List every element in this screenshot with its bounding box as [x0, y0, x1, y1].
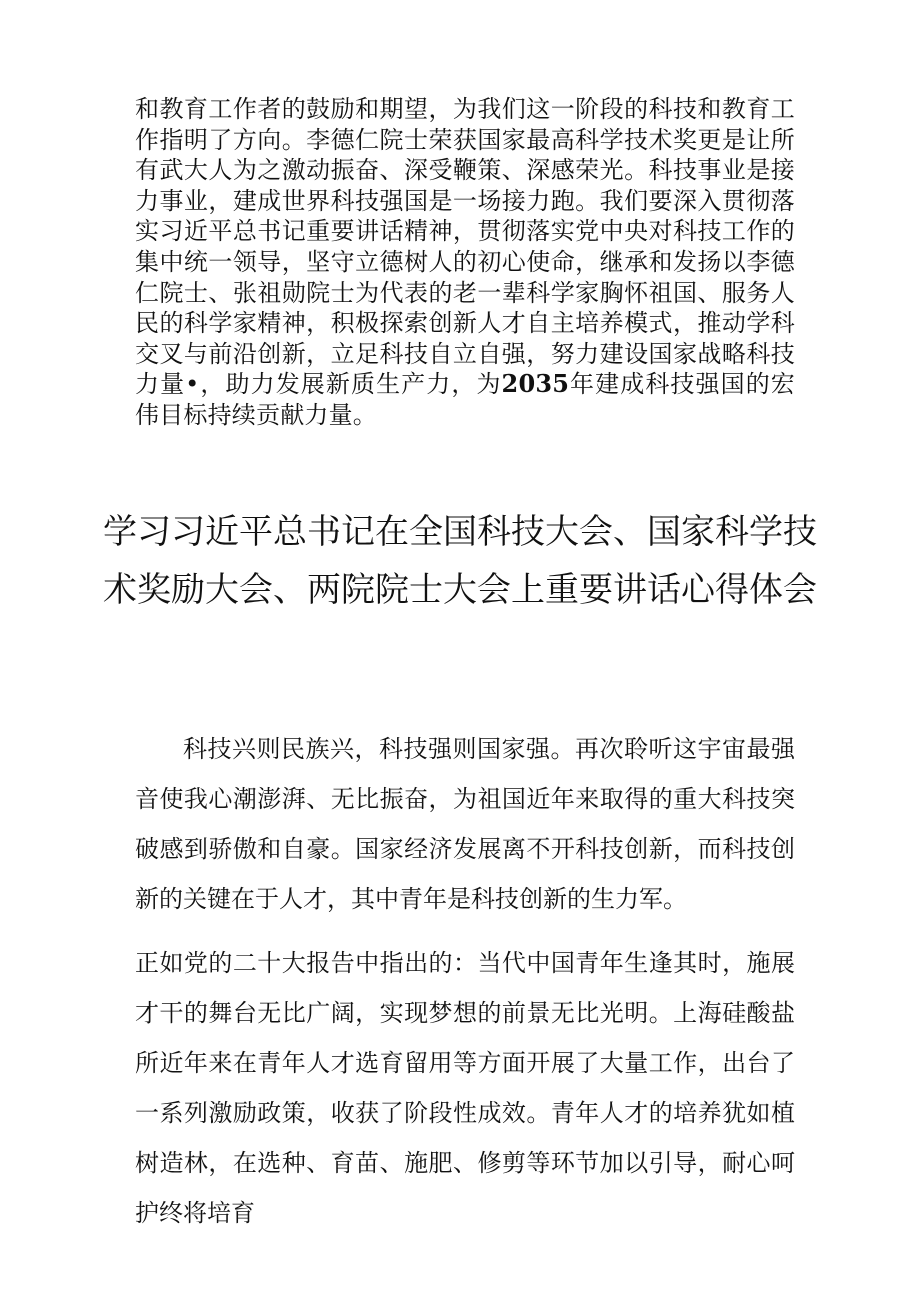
paragraph-text-after-year: 年建成科技强国的宏伟目标持续贡献力量。: [135, 370, 795, 429]
body-paragraph-intro: 科技兴则民族兴，科技强则国家强。再次聆听这宇宙最强音使我心潮澎湃、无比振奋，为祖国近年来取得的重大科技突破感到骄傲和自豪。国家经济发展离不开科技创新，而科技创新的关键在于人才，其中青年是科技创新的生力军。: [135, 735, 795, 913]
year-text: 2035: [501, 369, 570, 399]
body-paragraph: 正如党的二十大报告中指出的：当代中国青年生逢其时，施展才干的舞台无比广阔，实现梦想的前景无比光明。上海硅酸盐所近年来在青年人才选育留用等方面开展了大量工作，出台了一系列激励政策，收获了阶段性成效。青年人才的培养犹如植树造林，在选种、育苗、施肥、修剪等环节加以引导，耐心呵护终将培育: [135, 949, 795, 1227]
paragraph-continuation: [135, 94, 795, 431]
paragraph-text-before-year: 和教育工作者的鼓励和期望，为我们这一阶段的科技和教育工作指明了方向。李德仁院士荣获国家最高科学技术奖更是让所有武大人为之激动振奋、深受鞭策、深感荣光。科技事业是接力事业，建成世界科技强国是一场接力跑。我们要深入贯彻落实习近平总书记重要讲话精神，贯彻落实党中央对科技工作的集中统一领导，坚守立德树人的初心使命，继承和发扬以李德仁院士、张祖勋院士为代表的老一辈科学家胸怀祖国、服务人民的科学家精神，积极探索创新人才自主培养模式，推动学科交叉与前沿创新，立足科技自立自强，努力建设国家战略科技力量•，助力发展新质生产力，为: [135, 95, 795, 399]
article-title: 学习习近平总书记在全国科技大会、国家科学技术奖励大会、两院院士大会上重要讲话心得体会: [103, 512, 817, 610]
